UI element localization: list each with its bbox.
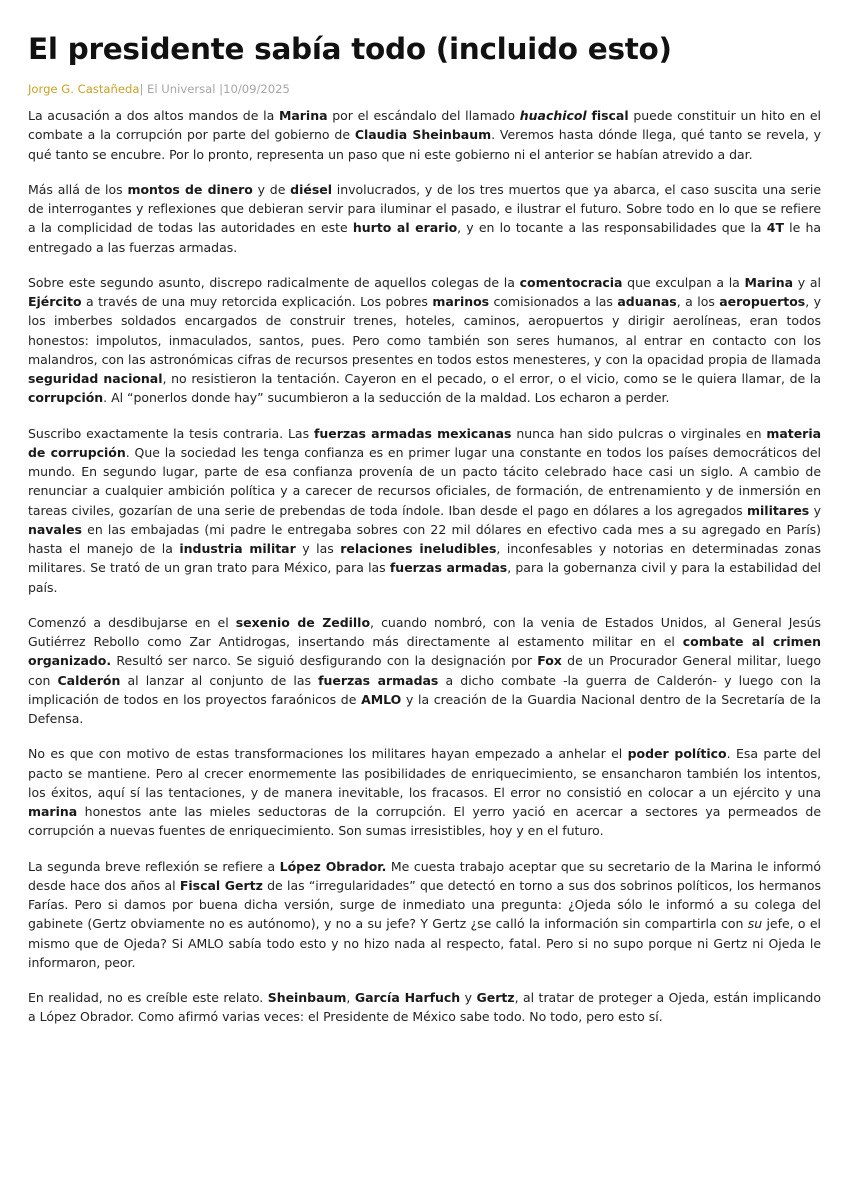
- paragraph-text: a través de una muy retorcida explicación. Los pobres: [81, 294, 433, 309]
- emphasis-text: huachicol: [519, 108, 587, 123]
- bold-text: aeropuertos: [719, 294, 806, 309]
- bold-text: industria militar: [179, 541, 296, 556]
- bold-text: Marina: [278, 108, 328, 123]
- byline-separator: |: [215, 82, 224, 96]
- paragraph-text: La acusación a dos altos mandos de la: [28, 108, 279, 123]
- bold-text: navales: [28, 521, 82, 537]
- paragraph-text: por el escándalo del llamado: [327, 108, 520, 123]
- paragraph-text: y: [809, 502, 821, 518]
- paragraph-text: que exculpan a la: [622, 274, 745, 290]
- paragraph-text: Me cuesta trabajo aceptar que su secretario de la Marina le informó desde hace dos años al: [28, 858, 821, 893]
- article-paragraph: [28, 613, 821, 729]
- bold-text: combate al crimen organizado.: [28, 634, 821, 669]
- paragraph-text: puede constituir un hito en el combate a la corrupción por parte del gobierno de: [28, 108, 821, 143]
- paragraph-text: , para la gobernanza civil y para la estabilidad del país.: [28, 560, 821, 595]
- bold-text: corrupción: [28, 390, 104, 406]
- paragraph-text: , al tratar de proteger a Ojeda, están implicando a López Obrador. Como afirmó varias veces: el Presidente de México sabe todo. No todo, pero esto sí.: [28, 990, 821, 1025]
- bold-text: marinos: [432, 294, 490, 309]
- paragraph-text: . Esa parte del pacto se mantiene. Pero al crecer enormemente las posibilidades de enriquecimiento, se ensancharon también los intentos, los éxitos, aquí sí las tentaciones, y de manera inevitable, los fracasos. El error no consistió en colocar a un ejército y una: [28, 746, 821, 800]
- headline: El presidente sabía todo (incluido esto): [28, 32, 672, 66]
- bold-text: García Harfuch: [354, 990, 461, 1005]
- paragraph-text: , no resistieron la tentación. Cayeron en el pecado, o el error, o el vicio, como se le quiera llamar, de la: [162, 371, 821, 386]
- paragraph-text: , a los: [676, 294, 720, 309]
- bold-text: hurto al erario: [352, 220, 458, 236]
- bold-text: Gertz: [476, 990, 515, 1005]
- bold-text: Claudia Sheinbaum: [354, 127, 492, 143]
- article-paragraph: [28, 988, 821, 1027]
- bold-text: aduanas: [617, 294, 677, 309]
- paragraph-text: en las embajadas (mi padre le entregaba sobres con 22 mil dólares en efectivo cada mes a su agregado en París) hasta el manejo de la: [28, 521, 821, 556]
- paragraph-text: jefe, o el mismo que de Ojeda? Si AMLO sabía todo esto y no hizo nada al respecto, fatal. Pero si no supo porque ni Gertz ni Ojeda le informaron, peor.: [28, 916, 821, 970]
- paragraph-text: y al: [793, 274, 822, 290]
- bold-text: diésel: [290, 181, 332, 197]
- paragraph-text: de un Procurador General militar, luego con: [28, 653, 821, 688]
- bold-text: marina: [28, 804, 78, 819]
- bold-text: López Obrador.: [279, 858, 387, 874]
- publication-name: El Universal: [147, 82, 216, 96]
- bold-text: fiscal: [591, 108, 629, 123]
- byline: [28, 82, 821, 97]
- bold-text: comentocracia: [519, 274, 623, 290]
- bold-text: relaciones ineludibles: [340, 541, 497, 556]
- paragraph-text: . Veremos hasta dónde llega, qué tanto se revela, y qué tanto se encubre. Por lo pronto, representa un paso que ni este gobierno ni el anterior se habían atrevido a dar.: [28, 127, 822, 162]
- bold-text: AMLO: [361, 691, 402, 707]
- bold-text: materia de corrupción: [28, 425, 822, 460]
- paragraph-text: En realidad, no es creíble este relato.: [28, 990, 268, 1005]
- bold-text: Ejército: [28, 294, 82, 309]
- paragraph-text: , y los imberbes soldados encargados de construir trenes, hoteles, caminos, aeropuertos y dirigir aerolíneas, eran todos honestos: impolutos, inmaculados, santos, pues. Pero como también son seres humanos, al entrar en contacto con los malandros, con las astronómicas cifras de recursos presentes en todos estos menesteres, y con la opacidad propia de llamada: [28, 294, 821, 367]
- paragraph-text: involucrados, y de los tres muertos que ya abarca, el caso suscita una serie de interrogantes y reflexiones que debieran servir para iluminar el pasado, e ilustrar el futuro. Sobre todo en lo que se refiere a la complicidad de todas las autoridades en este: [28, 181, 821, 236]
- article-paragraph: [28, 180, 821, 257]
- paragraph-text: y las: [295, 541, 341, 556]
- paragraph-text: . Al “ponerlos donde hay” sucumbieron a la seducción de la maldad. Los echaron a perder.: [103, 390, 670, 406]
- paragraph-text: Resultó ser narco. Se siguió desfigurando con la designación por: [111, 653, 538, 669]
- paragraph-text: , y en lo tocante a las responsabilidades que la: [457, 220, 767, 236]
- article-paragraph: [28, 744, 821, 840]
- paragraph-text: comisionados a las: [489, 294, 618, 309]
- publication-date: 10/09/2025: [223, 82, 290, 96]
- bold-text: Sheinbaum: [267, 990, 347, 1005]
- paragraph-text: y la creación de la Guardia Nacional dentro de la Secretaría de la Defensa.: [28, 691, 821, 726]
- paragraph-text: Suscribo exactamente la tesis contraria. Las: [28, 425, 314, 441]
- article-paragraph: [28, 857, 821, 973]
- article-paragraph: [28, 424, 821, 597]
- bold-text: fuerzas armadas: [318, 672, 439, 688]
- bold-text: 4T: [766, 220, 784, 236]
- italic-text: su: [747, 916, 763, 932]
- paragraph-text: Sobre este segundo asunto, discrepo radicalmente de aquellos colegas de la: [28, 274, 520, 290]
- bold-text: fuerzas armadas mexicanas: [313, 425, 512, 441]
- paragraph-text: La segunda breve reflexión se refiere a: [28, 858, 280, 874]
- bold-text: poder político: [627, 746, 727, 762]
- bold-text: Calderón: [57, 672, 121, 688]
- article-body: [28, 106, 821, 1027]
- bold-text: sexenio de Zedillo: [235, 614, 371, 630]
- paragraph-text: honestos ante las mieles seductoras de la corrupción. El yerro yació en acercar a sectores ya permeados de corrupción a nuevas fuentes de enriquecimiento. Son sumas irresistibles, hoy y en el futuro.: [28, 804, 821, 839]
- paragraph-text: No es que con motivo de estas transformaciones los militares hayan empezado a anhelar el: [28, 746, 628, 762]
- paragraph-text: al lanzar al conjunto de las: [120, 672, 319, 688]
- paragraph-text: Comenzó a desdibujarse en el: [28, 614, 236, 630]
- paragraph-text: y de: [252, 181, 291, 197]
- bold-text: [520, 108, 587, 123]
- paragraph-text: ,: [346, 990, 355, 1005]
- paragraph-text: le ha entregado a las fuerzas armadas.: [28, 220, 821, 255]
- paragraph-text: de las “irregularidades” que detectó en torno a sus dos sobrinos políticos, los hermanos Farías. Pero si damos por buena dicha versión, surge de inmediato una pregunta: ¿Ojeda sólo le informó a su colega del gabinete (Gertz obviamente no es autónomo), y no a su jefe? Y Gertz ¿se calló la información sin compartirla con: [28, 877, 821, 932]
- byline-separator: |: [139, 82, 148, 96]
- paragraph-text: , cuando nombró, con la venia de Estados Unidos, al General Jesús Gutiérrez Rebollo como Zar Antidrogas, insertando más directamente al estamento militar en el: [28, 614, 821, 649]
- article-paragraph: [28, 106, 821, 164]
- bold-text: fuerzas armadas: [389, 560, 508, 576]
- paragraph-text: a dicho combate -la guerra de Calderón- y luego con la implicación de todos en los proyectos faraónicos de: [28, 672, 821, 707]
- bold-text: Marina: [744, 274, 794, 290]
- paragraph-text: . Que la sociedad les tenga confianza es en primer lugar una constante en todos los países democráticos del mundo. En segundo lugar, parte de esa confianza provenía de un pacto tácito celebrado hace casi un siglo. A cambio de renunciar a cualquier ambición política y a carecer de recursos oficiales, de formación, de entrenamiento y de inmersión en tareas civiles, gozarían de una serie de prebendas de toda índole. Iban desde el pago en dólares a los agregados: [28, 444, 821, 518]
- article-paragraph: [28, 273, 821, 408]
- bold-text: Fox: [537, 653, 562, 669]
- paragraph-text: , inconfesables y notorias en determinadas zonas militares. Se trató de un gran trato para México, para las: [28, 541, 822, 576]
- bold-text: Fiscal Gertz: [179, 877, 263, 893]
- paragraph-text: y: [460, 990, 477, 1005]
- bold-text: seguridad nacional: [28, 371, 163, 386]
- paragraph-text: nunca han sido pulcras o virginales en: [511, 425, 767, 441]
- author-link[interactable]: Jorge G. Castañeda: [28, 82, 140, 96]
- bold-text: montos de dinero: [127, 181, 253, 197]
- bold-text: militares: [747, 502, 810, 518]
- paragraph-text: Más allá de los: [28, 181, 128, 197]
